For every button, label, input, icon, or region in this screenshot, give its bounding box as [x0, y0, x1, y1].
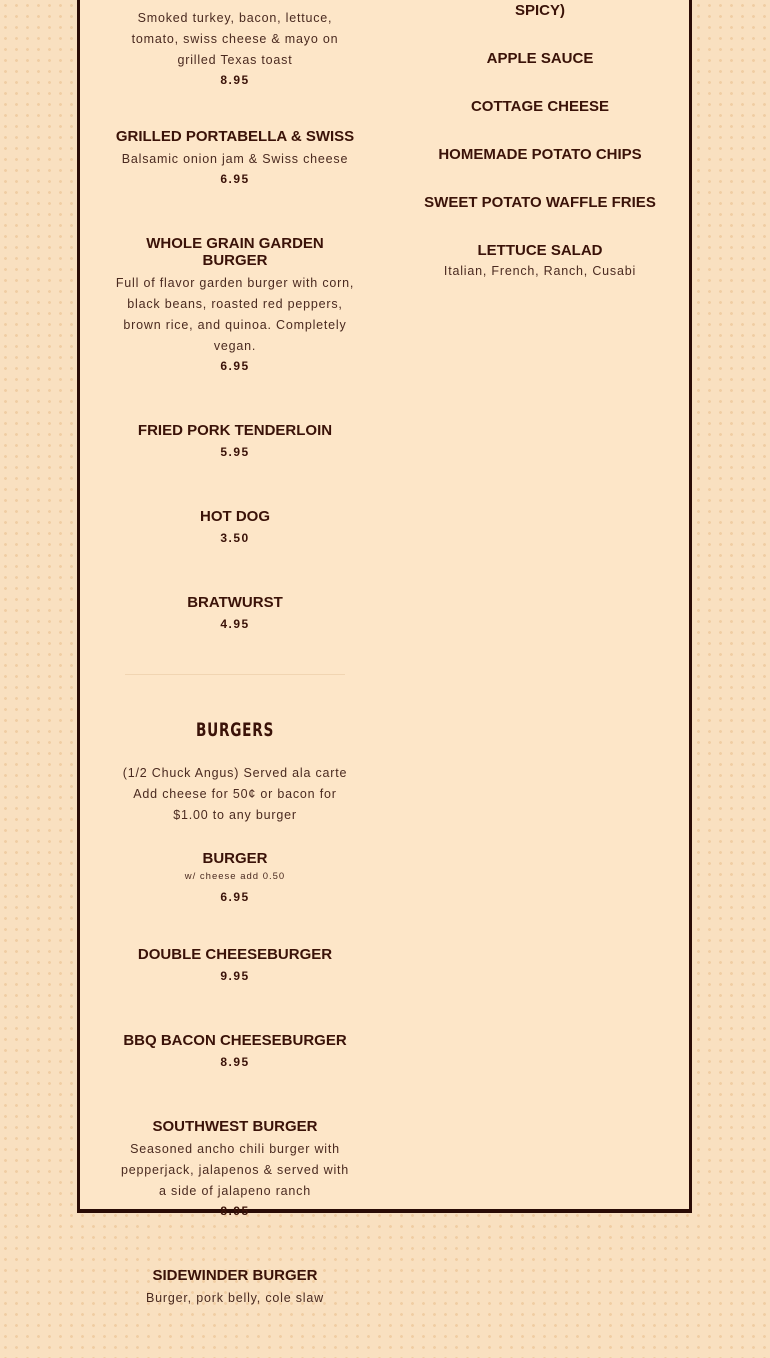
side-item-description: Italian, French, Ranch, Cusabi: [443, 264, 637, 278]
menu-item: [115, 508, 355, 545]
side-item: [420, 194, 660, 211]
item-name: GRILLED PORTABELLA & SWISS: [115, 128, 355, 145]
item-price: 4.95: [220, 617, 250, 631]
menu-item: [115, 946, 355, 983]
item-description: Balsamic onion jam & Swiss cheese: [121, 152, 349, 166]
section-divider: [125, 674, 345, 675]
side-item-name: APPLE SAUCE: [486, 50, 594, 67]
item-subnote: w/ cheese add 0.50: [184, 871, 286, 882]
section-description: (1/2 Chuck Angus) Served ala carte Add cheese for 50¢ or bacon for $1.00 to any burger: [122, 766, 348, 822]
right-column: [420, 0, 660, 313]
side-item-name: HOMEMADE POTATO CHIPS: [438, 146, 642, 163]
item-price: 6.95: [220, 890, 250, 904]
item-price: 5.95: [220, 445, 250, 459]
section-title: BURGERS: [195, 719, 275, 741]
item-price: 9.95: [220, 969, 250, 983]
menu-item: [115, 235, 355, 373]
item-name: WHOLE GRAIN GARDEN BURGER: [146, 235, 324, 269]
item-description: Full of flavor garden burger with corn, black beans, roasted red peppers, brown rice, and quinoa. Completely vegan.: [115, 276, 355, 353]
item-name: BURGER: [202, 850, 268, 867]
side-item-name: COTTAGE CHEESE: [470, 98, 610, 115]
side-item: [420, 242, 660, 282]
item-price: 6.95: [220, 172, 250, 186]
item-price: 8.95: [220, 73, 250, 87]
side-item-name: SPICY): [514, 2, 565, 19]
item-name: BBQ BACON CHEESEBURGER: [123, 1032, 347, 1049]
menu-item: [115, 1118, 355, 1218]
item-name: FRIED PORK TENDERLOIN: [137, 422, 333, 439]
menu-item: [115, 1032, 355, 1069]
left-column: [115, 0, 355, 1358]
item-price: 8.95: [220, 1055, 250, 1069]
side-item: [420, 146, 660, 163]
side-item: [420, 2, 660, 19]
side-item: [420, 50, 660, 67]
side-item: [420, 98, 660, 115]
item-name: SOUTHWEST BURGER: [152, 1118, 318, 1135]
item-description: Seasoned ancho chili burger with pepperjack, jalapenos & served with a side of jalapeno ranch: [120, 1142, 350, 1198]
item-name: SIDEWINDER BURGER: [152, 1267, 318, 1284]
item-price: 3.50: [220, 531, 250, 545]
item-description: Smoked turkey, bacon, lettuce, tomato, swiss cheese & mayo on grilled Texas toast: [131, 11, 339, 67]
menu-item: [115, 128, 355, 186]
menu-item: [115, 594, 355, 631]
item-price: 6.95: [220, 359, 250, 373]
item-name: BRATWURST: [187, 594, 283, 611]
side-item-name: LETTUCE SALAD: [477, 242, 603, 259]
menu-item: [115, 422, 355, 459]
item-name: HOT DOG: [200, 508, 270, 525]
menu-panel: [77, 0, 692, 1305]
item-name: DOUBLE CHEESEBURGER: [137, 946, 333, 963]
side-item-name: SWEET POTATO WAFFLE FRIES: [424, 194, 656, 211]
menu-item: [115, 8, 355, 87]
menu-item: [115, 850, 355, 904]
item-description: Burger, pork belly, cole slaw: [146, 1291, 324, 1305]
menu-item: [115, 1267, 355, 1309]
item-price: 8.95: [220, 1204, 250, 1218]
